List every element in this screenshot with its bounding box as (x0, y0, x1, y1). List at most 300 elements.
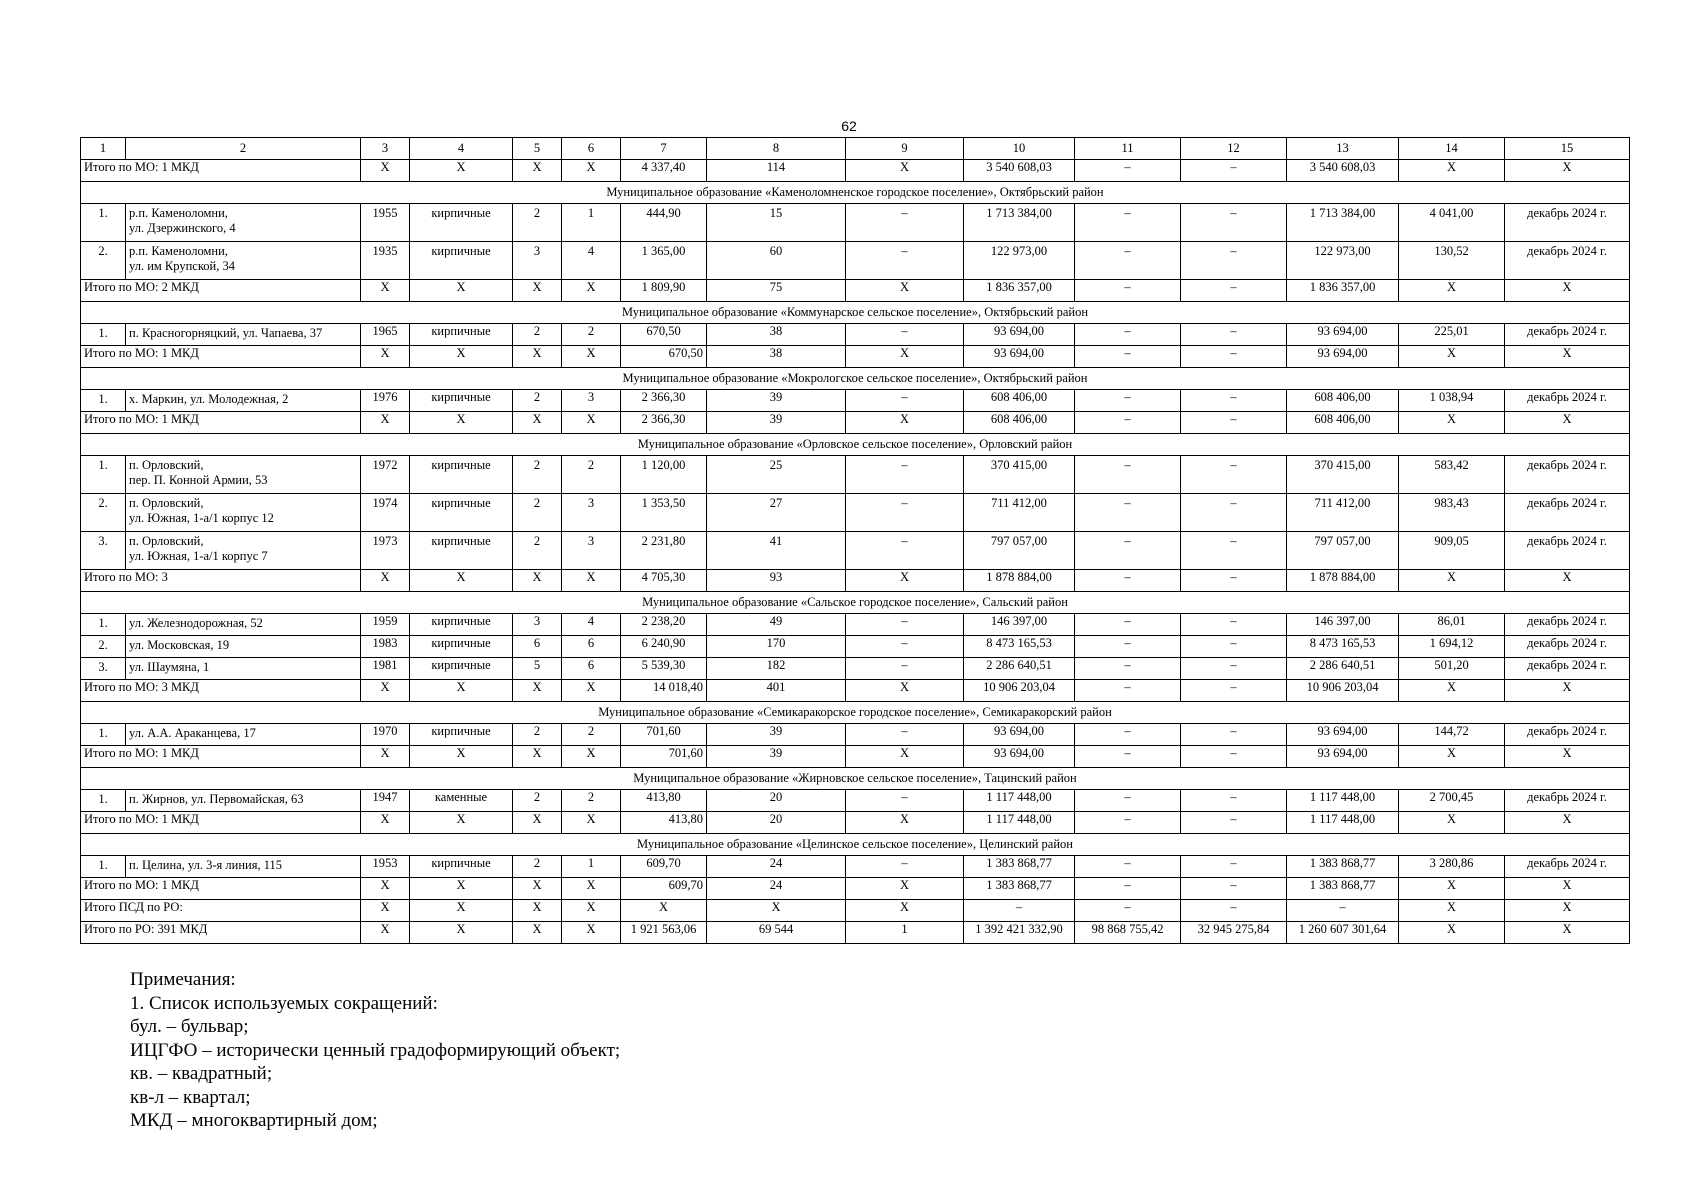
table-cell: X (846, 878, 964, 900)
table-cell: X (361, 812, 410, 834)
table-cell: декабрь 2024 г. (1505, 790, 1630, 812)
table-cell: 2 (513, 390, 562, 412)
table-cell: 93 694,00 (1287, 724, 1399, 746)
table-cell: 86,01 (1399, 614, 1505, 636)
table-cell: 14 018,40 (621, 680, 707, 702)
table-cell: X (621, 900, 707, 922)
table-cell: 4 041,00 (1399, 204, 1505, 242)
table-cell: X (1399, 900, 1505, 922)
table-cell: 711 412,00 (964, 494, 1075, 532)
table-cell: 122 973,00 (964, 242, 1075, 280)
total-label: Итого по МО: 1 МКД (81, 746, 361, 768)
row-number: 1. (81, 324, 126, 346)
table-cell: 608 406,00 (964, 412, 1075, 434)
table-cell: 39 (707, 390, 846, 412)
table-cell: 10 906 203,04 (1287, 680, 1399, 702)
table-cell: 3 (513, 242, 562, 280)
row-number: 1. (81, 456, 126, 494)
table-cell: каменные (410, 790, 513, 812)
total-row (81, 412, 1630, 434)
table-cell: 4 705,30 (621, 570, 707, 592)
table-row (81, 324, 1630, 346)
column-header: 15 (1505, 138, 1630, 160)
table-cell: 3 540 608,03 (964, 160, 1075, 182)
table-cell: – (1181, 160, 1287, 182)
table-cell: X (1505, 878, 1630, 900)
municipality-heading: Муниципальное образование «Жирновское сельское поселение», Тацинский район (81, 768, 1630, 790)
notes-line: кв-л – квартал; (130, 1086, 251, 1108)
address-cell: п. Жирнов, ул. Первомайская, 63 (126, 790, 361, 812)
municipality-heading: Муниципальное образование «Коммунарское сельское поселение», Октябрьский район (81, 302, 1630, 324)
table-cell: X (846, 746, 964, 768)
table-cell: X (1399, 878, 1505, 900)
table-cell: 3 (562, 532, 621, 570)
table-cell: 4 (562, 242, 621, 280)
table-cell: 75 (707, 280, 846, 302)
total-label: Итого по МО: 1 МКД (81, 812, 361, 834)
table-cell: X (1399, 570, 1505, 592)
table-cell: 983,43 (1399, 494, 1505, 532)
table-cell: – (1181, 324, 1287, 346)
table-cell: – (846, 390, 964, 412)
table-cell: 24 (707, 878, 846, 900)
table-cell: 93 694,00 (1287, 324, 1399, 346)
total-label: Итого по РО: 391 МКД (81, 922, 361, 944)
table-cell: 1 383 868,77 (1287, 856, 1399, 878)
table-cell: 1935 (361, 242, 410, 280)
table-cell: X (513, 280, 562, 302)
table-row (81, 856, 1630, 878)
table-cell: X (410, 746, 513, 768)
table-cell: – (846, 242, 964, 280)
table-cell: X (410, 680, 513, 702)
table-cell: 8 473 165,53 (964, 636, 1075, 658)
table-row (81, 390, 1630, 412)
table-cell: 32 945 275,84 (1181, 922, 1287, 944)
row-number: 1. (81, 790, 126, 812)
table-cell: – (1075, 900, 1181, 922)
table-cell: 670,50 (621, 346, 707, 368)
table-cell: X (361, 680, 410, 702)
table-cell: 3 (562, 390, 621, 412)
column-header: 1 (81, 138, 126, 160)
table-row (81, 204, 1630, 242)
table-cell: 2 (513, 494, 562, 532)
table-cell: X (1399, 412, 1505, 434)
table-cell: 2 (562, 324, 621, 346)
table-cell: X (562, 922, 621, 944)
table-cell: 8 473 165,53 (1287, 636, 1399, 658)
column-header: 2 (126, 138, 361, 160)
table-cell: 1983 (361, 636, 410, 658)
table-cell: 38 (707, 324, 846, 346)
table-cell: 122 973,00 (1287, 242, 1399, 280)
total-label: Итого по МО: 1 МКД (81, 346, 361, 368)
table-cell: 225,01 (1399, 324, 1505, 346)
table-cell: декабрь 2024 г. (1505, 658, 1630, 680)
total-label: Итого по МО: 1 МКД (81, 878, 361, 900)
table-cell: 25 (707, 456, 846, 494)
table-cell: 41 (707, 532, 846, 570)
table-cell: – (1075, 658, 1181, 680)
table-cell: – (1181, 724, 1287, 746)
table-cell: 5 (513, 658, 562, 680)
table-cell: X (513, 878, 562, 900)
table-row (81, 658, 1630, 680)
table-cell: – (1075, 746, 1181, 768)
table-cell: – (1075, 242, 1181, 280)
table-cell: кирпичные (410, 242, 513, 280)
table-cell: 1 713 384,00 (1287, 204, 1399, 242)
table-cell: X (410, 922, 513, 944)
table-cell: X (562, 878, 621, 900)
table-cell: 608 406,00 (1287, 390, 1399, 412)
table-cell: 1 836 357,00 (964, 280, 1075, 302)
table-cell: 1981 (361, 658, 410, 680)
table-cell: 60 (707, 242, 846, 280)
table-cell: – (1075, 724, 1181, 746)
table-cell: X (846, 812, 964, 834)
table-cell: 1 (562, 204, 621, 242)
table-cell: 1 260 607 301,64 (1287, 922, 1399, 944)
table-cell: – (1075, 790, 1181, 812)
table-cell: 6 240,90 (621, 636, 707, 658)
table-cell: 1 836 357,00 (1287, 280, 1399, 302)
table-cell: 1 117 448,00 (1287, 790, 1399, 812)
address-cell: п. Целина, ул. 3-я линия, 115 (126, 856, 361, 878)
table-cell: – (1181, 878, 1287, 900)
table-cell: 608 406,00 (1287, 412, 1399, 434)
column-header: 5 (513, 138, 562, 160)
table-cell: – (1181, 570, 1287, 592)
table-cell: X (562, 280, 621, 302)
table-cell: 144,72 (1399, 724, 1505, 746)
table-cell: – (1075, 856, 1181, 878)
table-cell: 1 038,94 (1399, 390, 1505, 412)
table-cell: 711 412,00 (1287, 494, 1399, 532)
table-cell: 583,42 (1399, 456, 1505, 494)
table-cell: 3 (562, 494, 621, 532)
section-header-row (81, 302, 1630, 324)
table-cell: 2 (562, 724, 621, 746)
table-cell: – (846, 324, 964, 346)
table-cell: 670,50 (621, 324, 707, 346)
table-cell: 93 694,00 (1287, 346, 1399, 368)
table-cell: декабрь 2024 г. (1505, 242, 1630, 280)
column-header: 10 (964, 138, 1075, 160)
table-cell: – (1181, 412, 1287, 434)
table-cell: X (513, 680, 562, 702)
column-header: 3 (361, 138, 410, 160)
table-cell: – (1181, 856, 1287, 878)
table-cell: X (513, 160, 562, 182)
table-cell: 3 540 608,03 (1287, 160, 1399, 182)
section-header-row (81, 182, 1630, 204)
address-cell: п. Орловский, пер. П. Конной Армии, 53 (126, 456, 361, 494)
row-number: 2. (81, 242, 126, 280)
table-cell: X (1505, 412, 1630, 434)
table-cell: кирпичные (410, 390, 513, 412)
table-cell: 3 (513, 614, 562, 636)
table-cell: X (562, 160, 621, 182)
table-cell: – (1181, 390, 1287, 412)
table-cell: 701,60 (621, 724, 707, 746)
table-cell: – (846, 636, 964, 658)
table-cell: 701,60 (621, 746, 707, 768)
table-cell: – (1181, 346, 1287, 368)
address-cell: х. Маркин, ул. Молодежная, 2 (126, 390, 361, 412)
table-cell: – (1075, 390, 1181, 412)
table-cell: 2 (513, 724, 562, 746)
municipality-heading: Муниципальное образование «Орловское сельское поселение», Орловский район (81, 434, 1630, 456)
table-cell: 93 694,00 (964, 346, 1075, 368)
table-cell: 93 694,00 (964, 324, 1075, 346)
table-cell: 2 (513, 532, 562, 570)
table-cell: 1 694,12 (1399, 636, 1505, 658)
table-cell: 401 (707, 680, 846, 702)
section-header-row (81, 434, 1630, 456)
municipality-heading: Муниципальное образование «Семикаракорское городское поселение», Семикаракорский район (81, 702, 1630, 724)
table-cell: – (1075, 412, 1181, 434)
table-cell: 1 383 868,77 (1287, 878, 1399, 900)
table-cell: 38 (707, 346, 846, 368)
row-number: 3. (81, 658, 126, 680)
table-cell: – (1075, 532, 1181, 570)
table-cell: X (361, 570, 410, 592)
table-cell: кирпичные (410, 614, 513, 636)
table-cell: X (410, 280, 513, 302)
table-cell: – (846, 658, 964, 680)
table-cell: 170 (707, 636, 846, 658)
table-cell: 2 366,30 (621, 412, 707, 434)
table-cell: 413,80 (621, 790, 707, 812)
notes-line: МКД – многоквартирный дом; (130, 1110, 378, 1131)
table-cell: – (1075, 346, 1181, 368)
table-cell: X (846, 570, 964, 592)
table-cell: X (562, 412, 621, 434)
section-header-row (81, 768, 1630, 790)
table-cell: – (1075, 636, 1181, 658)
table-cell: – (1075, 570, 1181, 592)
table-cell: – (1075, 280, 1181, 302)
table-cell: декабрь 2024 г. (1505, 204, 1630, 242)
total-row (81, 280, 1630, 302)
table-cell: кирпичные (410, 636, 513, 658)
table-cell: X (513, 922, 562, 944)
column-header: 4 (410, 138, 513, 160)
table-cell: – (1181, 900, 1287, 922)
table-cell: 1970 (361, 724, 410, 746)
address-cell: ул. А.А. Араканцева, 17 (126, 724, 361, 746)
total-label: Итого по МО: 1 МКД (81, 160, 361, 182)
table-cell: – (846, 204, 964, 242)
table-cell: 1 383 868,77 (964, 856, 1075, 878)
table-cell: X (846, 160, 964, 182)
column-header: 9 (846, 138, 964, 160)
total-row (81, 160, 1630, 182)
table-cell: 797 057,00 (1287, 532, 1399, 570)
table-cell: – (1075, 494, 1181, 532)
table-cell: X (562, 680, 621, 702)
table-cell: X (846, 900, 964, 922)
row-number: 1. (81, 614, 126, 636)
table-cell: X (513, 570, 562, 592)
table-cell: кирпичные (410, 494, 513, 532)
table-cell: X (1399, 812, 1505, 834)
total-label: Итого по МО: 3 (81, 570, 361, 592)
table-cell: декабрь 2024 г. (1505, 636, 1630, 658)
table-cell: 10 906 203,04 (964, 680, 1075, 702)
table-cell: 182 (707, 658, 846, 680)
table-cell: – (1075, 878, 1181, 900)
table-cell: 2 700,45 (1399, 790, 1505, 812)
table-cell: X (410, 412, 513, 434)
table-cell: 3 280,86 (1399, 856, 1505, 878)
table-cell: 1 117 448,00 (1287, 812, 1399, 834)
table-cell: 1 392 421 332,90 (964, 922, 1075, 944)
table-cell: X (513, 412, 562, 434)
table-cell: X (361, 160, 410, 182)
table-cell: X (410, 812, 513, 834)
address-cell: п. Орловский, ул. Южная, 1-а/1 корпус 7 (126, 532, 361, 570)
table-cell: 2 (562, 790, 621, 812)
table-cell: 93 (707, 570, 846, 592)
table-cell: 20 (707, 790, 846, 812)
table-cell: 4 337,40 (621, 160, 707, 182)
table-cell: – (1075, 160, 1181, 182)
address-cell: ул. Железнодорожная, 52 (126, 614, 361, 636)
table-cell: – (846, 790, 964, 812)
table-cell: кирпичные (410, 532, 513, 570)
table-cell: X (513, 900, 562, 922)
table-cell: 1 117 448,00 (964, 790, 1075, 812)
column-header: 11 (1075, 138, 1181, 160)
table-cell: 2 (562, 456, 621, 494)
table-cell: декабрь 2024 г. (1505, 494, 1630, 532)
column-header: 12 (1181, 138, 1287, 160)
table-cell: X (846, 680, 964, 702)
address-cell: р.п. Каменоломни, ул. им Крупской, 34 (126, 242, 361, 280)
table-cell: 69 544 (707, 922, 846, 944)
table-cell: – (846, 494, 964, 532)
table-row (81, 456, 1630, 494)
table-cell: X (562, 812, 621, 834)
table-cell: X (410, 346, 513, 368)
total-label: Итого по МО: 3 МКД (81, 680, 361, 702)
table-cell: – (1181, 494, 1287, 532)
table-cell: кирпичные (410, 204, 513, 242)
table-cell: X (1505, 346, 1630, 368)
notes-block (130, 968, 620, 1133)
table-cell: – (1075, 614, 1181, 636)
table-row (81, 724, 1630, 746)
table-cell: 1 365,00 (621, 242, 707, 280)
section-header-row (81, 368, 1630, 390)
table-cell: 15 (707, 204, 846, 242)
municipality-heading: Муниципальное образование «Целинское сельское поселение», Целинский район (81, 834, 1630, 856)
municipality-heading: Муниципальное образование «Сальское городское поселение», Сальский район (81, 592, 1630, 614)
table-cell: X (562, 900, 621, 922)
table-cell: X (513, 746, 562, 768)
table-cell: X (562, 570, 621, 592)
table-cell: X (1399, 746, 1505, 768)
table-cell: 146 397,00 (1287, 614, 1399, 636)
table-cell: 49 (707, 614, 846, 636)
total-label: Итого по МО: 2 МКД (81, 280, 361, 302)
table-cell: декабрь 2024 г. (1505, 724, 1630, 746)
total-row (81, 922, 1630, 944)
table-cell: – (1181, 658, 1287, 680)
table-cell: X (1505, 570, 1630, 592)
table-cell: 1955 (361, 204, 410, 242)
table-cell: декабрь 2024 г. (1505, 324, 1630, 346)
address-cell: р.п. Каменоломни, ул. Дзержинского, 4 (126, 204, 361, 242)
municipality-heading: Муниципальное образование «Каменоломненское городское поселение», Октябрьский район (81, 182, 1630, 204)
section-header-row (81, 592, 1630, 614)
address-cell: п. Красногорняцкий, ул. Чапаева, 37 (126, 324, 361, 346)
table-cell: – (846, 724, 964, 746)
table-cell: кирпичные (410, 724, 513, 746)
section-header-row (81, 834, 1630, 856)
capital-repair-table (80, 137, 1630, 944)
table-cell: 797 057,00 (964, 532, 1075, 570)
table-cell: 370 415,00 (1287, 456, 1399, 494)
table-cell: X (361, 900, 410, 922)
table-cell: 2 238,20 (621, 614, 707, 636)
table-cell: 2 (513, 324, 562, 346)
table-cell: 609,70 (621, 878, 707, 900)
table-cell: 6 (513, 636, 562, 658)
table-cell: 1 713 384,00 (964, 204, 1075, 242)
table-cell: – (1181, 790, 1287, 812)
table-cell: 93 694,00 (964, 746, 1075, 768)
total-row (81, 680, 1630, 702)
notes-line: кв. – квадратный; (130, 1063, 273, 1084)
total-label: Итого ПСД по РО: (81, 900, 361, 922)
table-cell: – (1181, 242, 1287, 280)
table-cell: 2 286 640,51 (1287, 658, 1399, 680)
table-cell: – (1287, 900, 1399, 922)
table-cell: 6 (562, 636, 621, 658)
table-cell: 1953 (361, 856, 410, 878)
table-cell: 1 (562, 856, 621, 878)
table-cell: X (846, 412, 964, 434)
table-cell: – (1075, 324, 1181, 346)
table-cell: X (1399, 160, 1505, 182)
notes-line: 1. Список используемых сокращений: (130, 992, 438, 1014)
table-cell: 909,05 (1399, 532, 1505, 570)
table-cell: – (846, 532, 964, 570)
table-cell: X (410, 900, 513, 922)
table-cell: – (1075, 204, 1181, 242)
table-cell: 20 (707, 812, 846, 834)
table-cell: – (1181, 614, 1287, 636)
table-cell: X (410, 878, 513, 900)
table-cell: 5 539,30 (621, 658, 707, 680)
table-cell: X (361, 346, 410, 368)
table-row (81, 242, 1630, 280)
column-number-row (81, 138, 1630, 160)
table-cell: 501,20 (1399, 658, 1505, 680)
table-row (81, 532, 1630, 570)
table-cell: 1976 (361, 390, 410, 412)
table-cell: 1 878 884,00 (964, 570, 1075, 592)
table-cell: 27 (707, 494, 846, 532)
table-cell: X (1399, 346, 1505, 368)
row-number: 1. (81, 390, 126, 412)
table-cell: декабрь 2024 г. (1505, 390, 1630, 412)
table-cell: 2 (513, 204, 562, 242)
